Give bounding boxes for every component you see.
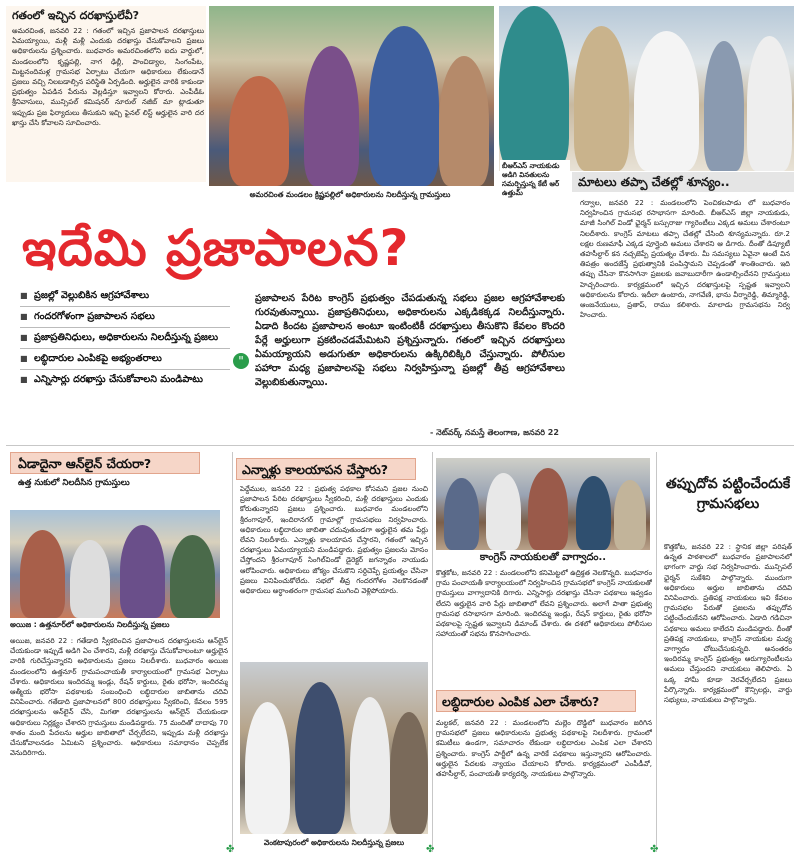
left-col-photo: [10, 510, 220, 618]
banner-title: ఇదేమి ప్రజాపాలన?: [22, 219, 410, 277]
bullet-item: ■ ప్రజల్లో వెల్లుబికిన ఆగ్రహావేశాలు: [20, 290, 230, 307]
mid-right-col: [436, 452, 654, 852]
top-left-headline: గతంలో ఇచ్చిన దరఖాస్తులేవీ?: [12, 9, 139, 22]
top-left-caption: అమరచింత మండలం క్రిష్ణపల్లిలో అధికారులను నిలదీస్తున్న గ్రామస్తులు: [249, 190, 451, 199]
lead-body: ప్రజాపాలన పేరిట కాంగ్రెస్ ప్రభుత్వం చేపడుతున్న సభలు ప్రజల ఆగ్రహావేశాలకు గురవుతున్నాయి. ప్రజాప్రతినిధులు, అధికారులను ఎక్కడికక్కడ నిలదీస్తున్నారు. ఏడాది కిందట ప్రజాపాలన అంటూ ఇంటింటికీ దరఖాస్తులు తీసుకొని కేవలం కొందరి పేర్లే అర్హులుగా ప్రకటించడమేమిటని ప్రశ్నిస్తున్నారు. గతంలో ఇచ్చిన దరఖాస్తులు ఏమయ్యాయని అడుగుతూ అధికారులను ఉక్కిరిబిక్కిరి చేస్తున్నారు. పోలీసుల పహారా మధ్య ప్రజాపాలనపై సభలు నిర్వహిస్తున్నా ప్రజల్లో తీవ్ర ఆగ్రహావేశాలు వెల్లుబికుతున్నాయి.: [255, 293, 565, 388]
top-middle-photo: [209, 6, 494, 186]
mid-col: [236, 452, 430, 852]
far-right-headline: తప్పుదోవ పట్టించేందుకే గ్రామసభలు: [665, 476, 791, 512]
bullet-item: ■ లబ్ధిదారుల ఎంపికపై అభ్యంతరాలు: [20, 353, 230, 370]
left-col-body: అయిజ, జనవరి 22 : గతేడాది స్వీకరించిన ప్రజాపాలన దరఖాస్తులను ఆన్‌లైన్ చేయకుండా ఇప్పుడే అడిగి ఏం చేశారని, మళ్లీ దరఖాస్తు చేసుకోవాలంటూ అర్హులైన వారికి గురిచేస్తున్నారని అధికారులను ప్రజలు నిలదీశారు. బుధవారం అయిజ మండలంలోని ఉత్తనూర్ గ్రామపంచాయతీ కార్యాలయంలో గ్రామసభ ఏర్పాటు చేశారు. అధికారులు ఇందిరమ్మ ఇండ్లు, రేషన్ కార్డులు, రైతు భరోసా, ఇందిరమ్మ ఆత్మీయ భరోసా పథకాలకు సంబంధించి లబ్ధిదారుల జాబితాను చదివి వినిపించారు. గతేడాది ప్రజాపాలనలో 800 దరఖాస్తులు స్వీకరించి, కేవలం 595 దరఖాస్తులను ఆన్‌లైన్ చేసి, మిగతా దరఖాస్తులను ఆన్‌లైన్ చేయకుండా అధికారులు నిర్లక్ష్యం చేశారని గ్రామస్తులు మండిపడ్డారు. 75 మందితో దాదాపు 70 శాతం మంది పేదలను అర్హుల జాబితాలో చేర్చలేదని, ఇప్పుడు మళ్లీ దరఖాస్తు చేసుకోవాలనడం ఏమిటని ప్రశ్నించారు. అధికారులు సమాధానం చెప్పలేక వెనుదిరిగారు.: [10, 637, 228, 758]
mid-right-body: కొత్తకోట, జనవరి 22 : మండలంలోని కనిమెట్టలో ఉద్రిక్తత నెలకొన్నది. బుధవారం గ్రామ పంచాయతీ కార్యాలయంలో నిర్వహించిన గ్రామసభలో కాంగ్రెస్ నాయకులతో గ్రామస్తులు వాగ్వాదానికి దిగారు. ఎన్నిసార్లు దరఖాస్తు చేసినా పథకాలు ఇవ్వడం లేదని అర్హులైన వారి పేర్లు జాబితాలో లేవని ప్రశ్నించారు. అలాగే పాతా ప్రభుత్వ గ్రామసభ రసాభాసగా మారింది. ఇందిరమ్మ ఇండ్లు, రేషన్ కార్డులు, రైతు భరోసా పథకాలపై స్పష్టత ఇవ్వాలని డిమాండ్ చేశారు. ఈ దశలో అధికారులు పోలీసుల సహాయంతో సభను కొనసాగించారు.: [436, 569, 652, 639]
mid-col-body: పెద్దేముల, జనవరి 22 : ప్రభుత్వ పథకాల కోసమని ప్రజల నుంచి ప్రజాపాలన పేరిట దరఖాస్తులు స్వీకరించి, మళ్లీ దరఖాస్తులు ఎందుకు కోరుతున్నారని ప్రజలు ప్రశ్నించారు. బుధవారం మండలంలోని శ్రీరంగాపూర్, ఇందిరానగర్ గ్రామాల్లో గ్రామసభలు నిర్వహించారు. అధికారులు లబ్ధిదారుల జాబితా చదువుతుండగా అర్హులైన తమ పేర్లు లేవని నిలదీశారు. ఎన్నాళ్లు కాలయాపన చేస్తారని, గతంలో ఇచ్చిన దరఖాస్తులు ఏమయ్యాయని మండిపడ్డారు. ప్రభుత్వం ప్రజలను మోసం చేస్తోందని శ్రీరంగాపూర్ సింగిల్‌విండో డైరెక్టర్ జగన్నాథం నాయుడు ఆరోపించారు. అధికారులు జోక్యం చేసుకొని సర్దిచెప్పే ప్రయత్నం చేసినా ప్రజలు వినిపించుకోలేదు. సభలో తీవ్ర గందరగోళం నెలకొనడంతో అధికారులు అర్ధాంతరంగా గ్రామసభ ముగించి వెళ్లిపోయారు.: [240, 485, 428, 596]
top-left-body: అమరచింత, జనవరి 22 : గతంలో ఇచ్చిన ప్రజాపాలన దరఖాస్తులు ఏమయ్యాయి, మళ్లీ మళ్లీ ఎందుకు దరఖాస్తు చేసుకోవాలని ప్రజలు అధికారులను ప్రశ్నించారు. బుధవారం అమరచింతలోని ఐదు వార్డులో, మండలంలోని కృష్ణపల్లి, నాగ ఢిల్లీ, పాంచిడ్యాల, సింగంపేట, మిట్టనందిమళ్ల గ్రామసభ ఏర్పాటు చేయగా అధికారులు లేకుండానే ప్రజలు వచ్చి నిలబడాల్సిన పరిస్థితి ఏర్పడింది. అర్హులైన వారికి కాకుండా ప్రభుత్వం ఏపడిన పేరును వెల్లడిస్తూ ఇవ్వాలని కోరారు. ఎంపీడీఓ శ్రీనివాసులు, మున్సిపల్ కమిషనర్ నూరుల్ నజీబ్ మా ట్లాడుతూ ఇప్పుడు ప్రజ ఫిర్యాదులు తీసుకుని ఇచ్చి ఫైనల్ లిస్ట్ అర్హులైన వారి దర ఖాస్తు చేసి కోవాలని సూచించారు.: [12, 27, 204, 127]
mid-right-body2: మల్దకల్, జనవరి 22 : మండలంలోని మల్లెం దొడ్డిలో బుధవారం జరిగిన గ్రామసభలో ప్రజలు అధికారులను ప్రభుత్వ పథకాలపై నిలదీశారు. గ్రామంలో కమిటీలు ఉండగా, సమాచారం లేకుండా లబ్ధిదారుల ఎంపిక ఎలా చేశారని ప్రశ్నించారు. కాంగ్రెస్ పార్టీలో ఉన్న వారికే పథకాలు ఇస్తున్నారని ఆరోపించారు. అర్హులైన పేదలకు న్యాయం చేయాలని కోరారు. కార్యక్రమంలో ఎంపీడీవో, తహసీల్దార్, పంచాయతీ కార్యదర్శి, నాయకులు పాల్గొన్నారు.: [436, 719, 652, 779]
left-col-headline: ఏడాదైనా ఆన్‌లైన్ చేయరా?: [18, 456, 152, 471]
bullet-list: [20, 290, 230, 420]
left-col: [10, 452, 230, 852]
right-story-headline: మాటలు తప్పా చేతల్లో శూన్యం..: [572, 172, 794, 192]
svg-text:": ": [238, 354, 244, 368]
mid-right-caption: కాంగ్రెస్ నాయకులతో వాగ్వాదం..: [479, 552, 607, 563]
divider: [6, 445, 794, 446]
divider: [432, 452, 433, 852]
far-right-body: కొత్తకోట, జనవరి 22 : స్థానిక జిల్లా పరిషత్ ఉన్నత పాఠశాలలో బుధవారం ప్రజాపాలనలో భాగంగా వార్డు సభ నిర్వహించారు. మున్సిపల్ ఛైర్మన్ సుకేశిని పాల్గొన్నారు. ముందుగా అధికారులు అర్హుల జాబితాను చదివి వినిపించారు. ప్రతిపక్ష నాయకులు ఇవి కేవలం గ్రామసభల పేరుతో ప్రజలను తప్పుదోవ పట్టించేందుకేనని ఆరోపించారు. ఏడాది గడిచినా పథకాలు అమలు కాలేదని మండిపడ్డారు. దీంతో ప్రతిపక్ష నాయకులు, కాంగ్రెస్ నాయకుల మధ్య వాగ్వాదం చోటుచేసుకున్నది. అనంతరం ఇందిరమ్మ కాంగ్రెస్ ప్రభుత్వం ఆరుగ్యారెంటీలను అమలు చేస్తుందని నాయకులు తెలిపారు. ఏ ఒక్క హామీ కూడా నెరవేర్చలేదని ప్రజలు పేర్కొన్నారు. కార్యక్రమంలో కౌన్సిలర్లు, వార్డు సభ్యులు, నాయకులు పాల్గొన్నారు.: [664, 543, 792, 705]
right-story: [572, 172, 794, 444]
mid-right-photo: [436, 458, 650, 550]
mid-col-caption: వెంకటాపురంలో అధికారులను నిలదీస్తున్న ప్రజలు: [263, 838, 405, 847]
quote-icon: [232, 352, 252, 370]
top-right-photo: [499, 6, 794, 171]
lead-signature: - నెట్‌వర్క్ నమస్తే తెలంగాణ, జనవరి 22: [430, 428, 559, 437]
far-right-col: [660, 452, 796, 852]
clover-icon: ✤: [226, 844, 235, 855]
right-story-body: గద్వాల, జనవరి 22 : మండలంలోని పెంచికలపాడు లో బుధవారం నిర్వహించిన గ్రామసభ రసాభాసగా మారింది. బీఆర్ఎస్ జిల్లా నాయకుడు, మాజీ సింగిల్ విండో ఛైర్మన్ బస్సురాజు గ్యారెంటీలు ఎక్కడ అమలు చేశారంటూ నిలదీశారు. కాంగ్రెస్ మాటలు తప్పా చేతల్లో చేసింది శూన్యమన్నారు. రూ.2 లక్షల రుణమాఫీ ఎక్కడ పూర్తైంది అమలు చేశారని ఆ డిగారు. దీంతో డిప్యూటీ తహసీల్దార్ కన నచ్చజెప్పే ప్రయత్నం చేశారు. మీ సమస్యలు ఏవైనా అంటే విన తిపత్రం అందజేస్తే ప్రభుత్వానికి పంపిస్తామని చెప్పడంతో శాంతించారు. ఇది తప్పు చేసినా కొనసాగినా ప్రజలకు జవాబుదారీగా ఉండాల్సిందేనని గ్రామస్తులు హెచ్చరించారు. కార్యక్రమంలో ఇచ్చిన దరఖాస్తులపై స్పష్టత ఇవ్వాలని అధికారులను కోరారు. ఇదీలా ఉంటారు, నాగవేణి, భాను వీర్నారెడ్డి, తిమ్మారెడ్డి, ఆంజనేయులు, ప్రతాప్, రాము కలిశారు. మాలాడు గ్రామసభను నిర్వ హించారు.: [580, 199, 790, 320]
mid-col-photo: [240, 662, 428, 834]
left-col-caption: అయిజ : ఉత్తనూర్‌లో అధికారులను నిలదీస్తున్న ప్రజలు: [10, 620, 170, 629]
divider: [232, 452, 233, 852]
mid-col-headline: ఎన్నాళ్లు కాలయాపన చేస్తారు?: [242, 462, 389, 477]
mid-right-headline2: లబ్ధిదారుల ఎంపిక ఎలా చేశారు?: [442, 694, 600, 709]
clover-icon: ✤: [650, 844, 659, 855]
divider: [656, 452, 657, 852]
left-col-sub: ఉత్త నుకులో నిలదీసిన గ్రామస్తులు: [18, 478, 130, 488]
top-left-story: [6, 6, 206, 182]
bullet-item: ■ గందరగోళంగా ప్రజాపాలన సభలు: [20, 311, 230, 328]
bullet-item: ■ ఎన్నిసార్లు దరఖాస్తు చేసుకోవాలని మండిపాటు: [20, 374, 230, 386]
bullet-item: ■ ప్రజాప్రతినిధులు, అధికారులను నిలదీస్తున్న ప్రజలు: [20, 332, 230, 349]
clover-icon: ✤: [426, 844, 435, 855]
top-right-caption: బీఆర్ఎస్ నాయకుడు ఆడిగి వినతులను సమర్పిస్తున్న కేటీ ఆర్ ఉత్తుమ్: [500, 160, 570, 200]
